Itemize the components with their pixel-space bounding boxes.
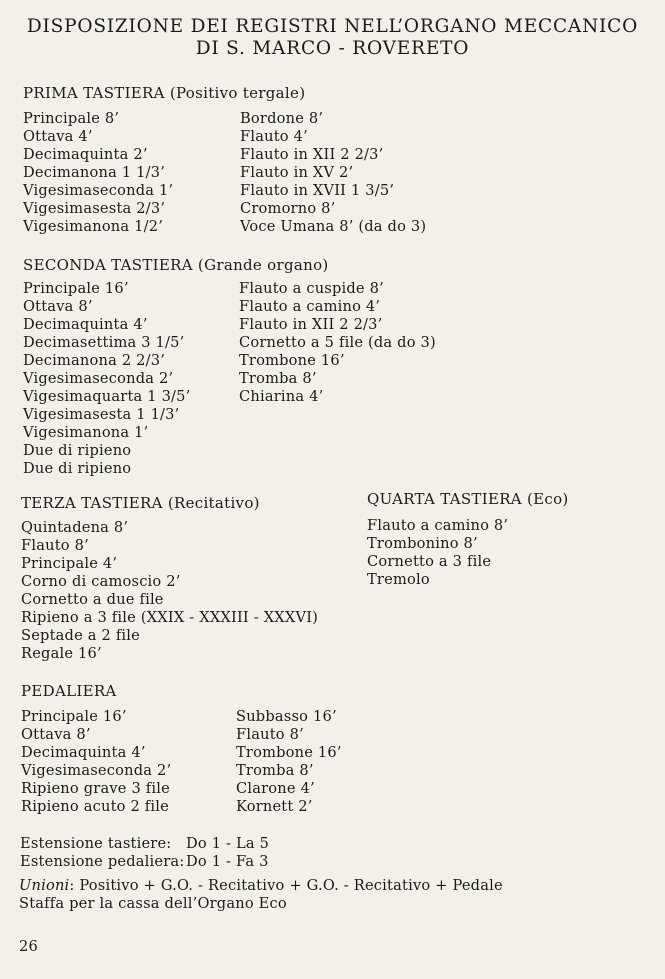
stop-item: Cromorno 8’ [240,200,336,217]
stop-item: Flauto 8’ [21,537,89,554]
stop-item: Flauto in XVII 1 3/5’ [240,182,395,199]
stop-item: Flauto in XII 2 2/3’ [240,146,384,163]
stop-item: Ripieno acuto 2 file [21,798,169,815]
stop-item: Flauto a cuspide 8’ [239,280,384,297]
pedaliera-right-list [236,708,342,816]
stop-item: Ripieno grave 3 file [21,780,170,797]
stop-item: Vigesimanona 1/2’ [23,218,164,235]
stop-item: Ottava 4’ [23,128,93,145]
stop-item: Bordone 8’ [240,110,324,127]
stop-item: Chiarina 4’ [239,388,324,405]
stop-item: Tromba 8’ [239,370,317,387]
stop-item: Vigesimaseconda 2’ [23,370,174,387]
unioni-line [19,877,503,894]
stop-item: Trombone 16’ [239,352,345,369]
stop-item: Cornetto a 5 file (da do 3) [239,334,436,351]
stop-item: Vigesimaseconda 1’ [23,182,174,199]
stop-item: Ottava 8’ [23,298,93,315]
stop-item: Flauto a camino 8’ [367,517,509,534]
prima-right-list [240,110,426,236]
stop-item: Flauto in XII 2 2/3’ [239,316,383,333]
pedaliera-heading: PEDALIERA [21,682,117,700]
unioni-text: : Positivo + G.O. - Recitativo + G.O. - Recitativo + Pedale [69,877,503,894]
stop-item: Kornett 2’ [236,798,313,815]
stop-item: Voce Umana 8’ (da do 3) [240,218,427,235]
stop-item: Trombone 16’ [236,744,342,761]
stop-item: Principale 8’ [23,110,120,127]
stop-item: Vigesimaseconda 2’ [21,762,172,779]
stop-item: Tremolo [367,571,430,588]
seconda-tastiera-heading: SECONDA TASTIERA (Grande organo) [23,256,329,274]
stop-item: Flauto in XV 2’ [240,164,354,181]
stop-item: Decimanona 1 1/3’ [23,164,166,181]
stop-item: Cornetto a 3 file [367,553,492,570]
stop-item: Flauto 8’ [236,726,304,743]
stop-item: Corno di camoscio 2’ [21,573,181,590]
page-number: 26 [19,938,38,955]
stop-item: Flauto a camino 4’ [239,298,381,315]
estensione-pedaliera-value: Do 1 - Fa 3 [186,853,269,870]
stop-item: Decimaquinta 2’ [23,146,148,163]
stop-item: Due di ripieno [23,460,132,477]
seconda-left-list [23,280,191,478]
stop-item: Vigesimanona 1’ [23,424,149,441]
stop-item: Regale 16’ [21,645,102,662]
stop-item: Flauto 4’ [240,128,308,145]
stop-item: Principale 16’ [23,280,129,297]
stop-item: Tromba 8’ [236,762,314,779]
estensione-tastiere-label: Estensione tastiere: [20,835,172,852]
stop-item: Vigesimaquarta 1 3/5’ [23,388,191,405]
stop-item: Vigesimasesta 2/3’ [23,200,166,217]
quarta-tastiera-heading: QUARTA TASTIERA (Eco) [367,490,569,508]
stop-item: Decimaquinta 4’ [23,316,148,333]
stop-item: Cornetto a due file [21,591,164,608]
pedaliera-left-list [21,708,171,816]
stop-item: Principale 16’ [21,708,127,725]
stop-item: Ripieno a 3 file (XXIX - XXXIII - XXXVI) [21,609,319,626]
seconda-right-list [239,280,436,406]
stop-item: Vigesimasesta 1 1/3’ [23,406,180,423]
stop-item: Decimanona 2 2/3’ [23,352,166,369]
prima-tastiera-heading: PRIMA TASTIERA (Positivo tergale) [23,84,306,102]
prima-left-list [23,110,173,236]
stop-item: Ottava 8’ [21,726,91,743]
stop-item: Due di ripieno [23,442,132,459]
stop-item: Decimaquinta 4’ [21,744,146,761]
estensione-tastiere-value: Do 1 - La 5 [186,835,270,852]
quarta-list [367,517,508,589]
stop-item: Trombonino 8’ [367,535,478,552]
page-title-line-2: DI S. MARCO - ROVERETO [195,38,470,59]
stop-item: Decimasettima 3 1/5’ [23,334,185,351]
terza-tastiera-heading: TERZA TASTIERA (Recitativo) [21,494,260,512]
staffa-line: Staffa per la cassa dell’Organo Eco [19,895,287,912]
stop-item: Quintadena 8’ [21,519,129,536]
stop-item: Septade a 2 file [21,627,140,644]
unioni-label: Unioni [19,877,70,894]
stop-item: Subbasso 16’ [236,708,337,725]
page-title-line-1: DISPOSIZIONE DEI REGISTRI NELL’ORGANO MECCANICO [26,16,639,37]
estensione-pedaliera-label: Estensione pedaliera: [20,853,185,870]
terza-list [21,519,318,663]
stop-item: Clarone 4’ [236,780,315,797]
stop-item: Principale 4’ [21,555,118,572]
